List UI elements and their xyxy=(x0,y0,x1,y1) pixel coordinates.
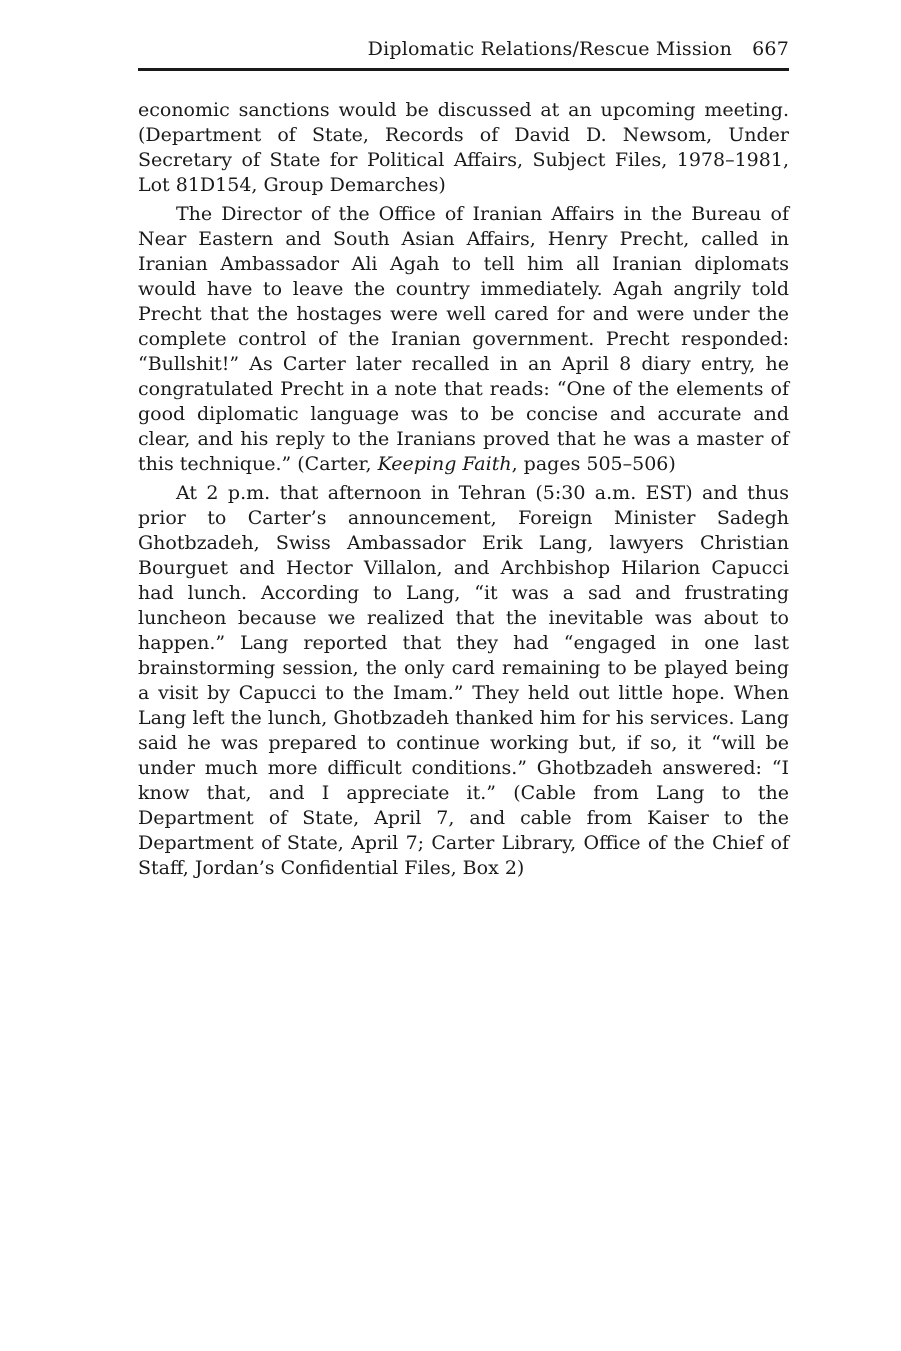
paragraph-1: economic sanctions would be discussed at an upcoming meeting. (Department of State, Records of David D. Newsom, Under Secretary of State for Political Affairs, Subject Files, 1978–1981, Lot 81D154, Group Demarches) xyxy=(138,99,789,196)
book-title: Keeping Faith xyxy=(377,453,512,475)
paragraph-3: At 2 p.m. that afternoon in Tehran (5:30 a.m. EST) and thus prior to Carter’s announcement, Foreign Minister Sadegh Ghotbzadeh, Swiss Ambassador Erik Lang, lawyers Christian Bourguet and Hector Villalon, and Archbishop Hilarion Capucci had lunch. According to Lang, “it was a sad and frustrating luncheon because we realized that the inevitable was about to happen.” Lang reported that they had “engaged in one last brainstorming session, the only card remaining to be played being a visit by Capucci to the Imam.” They held out little hope. When Lang left the lunch, Ghotbzadeh thanked him for his services. Lang said he was prepared to continue working but, if so, it “will be under much more difficult conditions.” Ghotbzadeh answered: “I know that, and I appreciate it.” (Cable from Lang to the Department of State, April 7, and cable from Kaiser to the Department of State, April 7; Carter Library, Office of the Chief of Staff, Jordan’s Confidential Files, Box 2) xyxy=(138,482,789,879)
paragraph-2 xyxy=(138,202,789,477)
running-header xyxy=(138,34,789,64)
page-number: 667 xyxy=(752,38,789,60)
paragraph-2-text: The Director of the Office of Iranian Affairs in the Bureau of Near Eastern and South Asian Affairs, Henry Precht, called in Iranian Ambassador Ali Agah to tell him all Iranian diplomats would have to leave the country immediately. Agah angrily told Precht that the hostages were well cared for and were under the complete control of the Iranian government. Precht responded: “Bullshit!” As Carter later recalled in an April 8 diary entry, he congratulated Precht in a note that reads: “One of the elements of good diplomatic language was to be concise and accurate and clear, and his reply to the Iranians proved that he was a master of this technique.” (Carter, xyxy=(138,203,789,475)
running-head-title: Diplomatic Relations/Rescue Mission xyxy=(367,38,733,60)
document-page xyxy=(138,34,789,885)
paragraph-2-citation: , pages 505–506) xyxy=(511,453,676,475)
header-rule xyxy=(138,68,789,71)
body-text xyxy=(138,98,789,881)
